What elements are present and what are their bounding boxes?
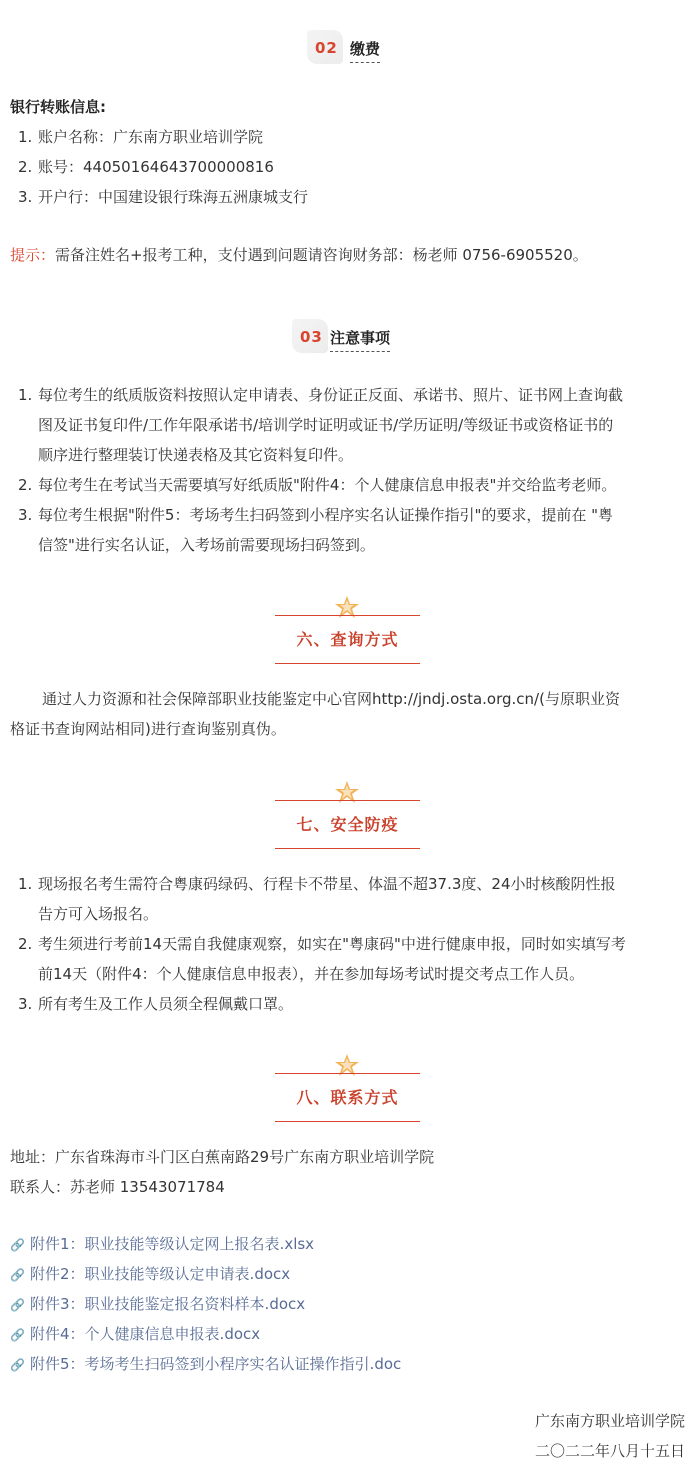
- note-1-line-2: 图及证书复印件/工作年限承诺书/培训学时证明或证书/学历证明/等级证书或资格证书的: [38, 416, 614, 434]
- safety-2-line-2: 前14天（附件4：个人健康信息申报表），并在参加每场考试时提交考点工作人员。: [38, 965, 585, 983]
- section-title: 七、安全防疫: [296, 815, 399, 834]
- query-line-1: 通过人力资源和社会保障部职业技能鉴定中心官网http://jndj.osta.org.cn/(与原职业资: [42, 690, 620, 708]
- list-number: 2.: [18, 476, 33, 494]
- attachment-link-4[interactable]: [10, 1319, 260, 1350]
- query-line-2: 格证书查询网站相同)进行查询鉴别真伪。: [10, 720, 286, 738]
- payment-tip: [10, 240, 588, 270]
- note-1-line-3: 顺序进行整理装订快递表格及其它资料复印件。: [38, 446, 354, 464]
- divider-bottom: [275, 1121, 420, 1122]
- link-icon: 🔗: [10, 1238, 25, 1252]
- section-number: 02: [315, 39, 338, 57]
- safety-1-line-2: 告方可入场报名。: [38, 905, 159, 923]
- attachment-link-2[interactable]: [10, 1259, 290, 1290]
- list-number: 3.: [18, 995, 33, 1013]
- divider-top: [275, 615, 420, 616]
- attachment-label: 附件2：职业技能等级认定申请表.docx: [30, 1265, 291, 1283]
- note-2: 每位考生在考试当天需要填写好纸质版"附件4：个人健康信息申报表"并交给监考老师。: [38, 476, 617, 494]
- section-header-query: [275, 595, 420, 665]
- note-3-line-1: 每位考生根据"附件5：考场考生扫码签到小程序实名认证操作指引"的要求，提前在 "粤: [38, 506, 614, 524]
- divider-top: [275, 1073, 420, 1074]
- bank-account-name: 账户名称：广东南方职业培训学院: [38, 128, 264, 146]
- divider-top: [275, 800, 420, 801]
- section-header-safety: [275, 780, 420, 850]
- section-title: 注意事项: [330, 327, 390, 352]
- bank-account-number: 账号：44050164643700000816: [38, 158, 274, 176]
- attachment-label: 附件1：职业技能等级认定网上报名表.xlsx: [30, 1235, 315, 1253]
- link-icon: 🔗: [10, 1268, 25, 1282]
- divider-bottom: [275, 663, 420, 664]
- section-title: 八、联系方式: [296, 1088, 399, 1107]
- section-title: 缴费: [350, 38, 380, 63]
- contact-person: 联系人：苏老师 13543071784: [10, 1178, 225, 1196]
- section-header-02: [307, 30, 397, 66]
- attachment-label: 附件4：个人健康信息申报表.docx: [30, 1325, 261, 1343]
- safety-3: 所有考生及工作人员须全程佩戴口罩。: [38, 995, 294, 1013]
- attachment-label: 附件5：考场考生扫码签到小程序实名认证操作指引.doc: [30, 1355, 402, 1373]
- section-title: 六、查询方式: [296, 630, 399, 649]
- list-number: 2.: [18, 158, 33, 176]
- note-3-line-2: 信签"进行实名认证，入考场前需要现场扫码签到。: [38, 536, 375, 554]
- bank-heading: 银行转账信息:: [10, 98, 106, 116]
- attachment-link-3[interactable]: [10, 1289, 305, 1320]
- list-number: 3.: [18, 506, 33, 524]
- bank-branch: 开户行：中国建设银行珠海五洲康城支行: [38, 188, 309, 206]
- list-number: 1.: [18, 128, 33, 146]
- section-header-contact: [275, 1053, 420, 1123]
- contact-address: 地址：广东省珠海市斗门区白蕉南路29号广东南方职业培训学院: [10, 1148, 435, 1166]
- attachment-label: 附件3：职业技能鉴定报名资料样本.docx: [30, 1295, 306, 1313]
- divider-bottom: [275, 848, 420, 849]
- list-number: 1.: [18, 875, 33, 893]
- section-number: 03: [300, 328, 323, 346]
- note-1-line-1: 每位考生的纸质版资料按照认定申请表、身份证正反面、承诺书、照片、证书网上查询截: [38, 386, 624, 404]
- tip-text: 需备注姓名+报考工种，支付遇到问题请咨询财务部：杨老师 0756-6905520。: [55, 246, 588, 264]
- section-header-03: [292, 319, 412, 355]
- list-number: 2.: [18, 935, 33, 953]
- tip-label: 提示：: [10, 246, 56, 264]
- link-icon: 🔗: [10, 1328, 25, 1342]
- list-number: 1.: [18, 386, 33, 404]
- attachment-link-5[interactable]: [10, 1349, 401, 1380]
- attachment-link-1[interactable]: [10, 1229, 314, 1260]
- signature-date: 二〇二二年八月十五日: [534, 1442, 685, 1460]
- list-number: 3.: [18, 188, 33, 206]
- safety-1-line-1: 现场报名考生需符合粤康码绿码、行程卡不带星、体温不超37.3度、24小时核酸阴性报: [38, 875, 616, 893]
- link-icon: 🔗: [10, 1298, 25, 1312]
- link-icon: 🔗: [10, 1358, 25, 1372]
- signature-org: 广东南方职业培训学院: [534, 1412, 685, 1430]
- safety-2-line-1: 考生须进行考前14天需自我健康观察，如实在"粤康码"中进行健康申报，同时如实填写考: [38, 935, 626, 953]
